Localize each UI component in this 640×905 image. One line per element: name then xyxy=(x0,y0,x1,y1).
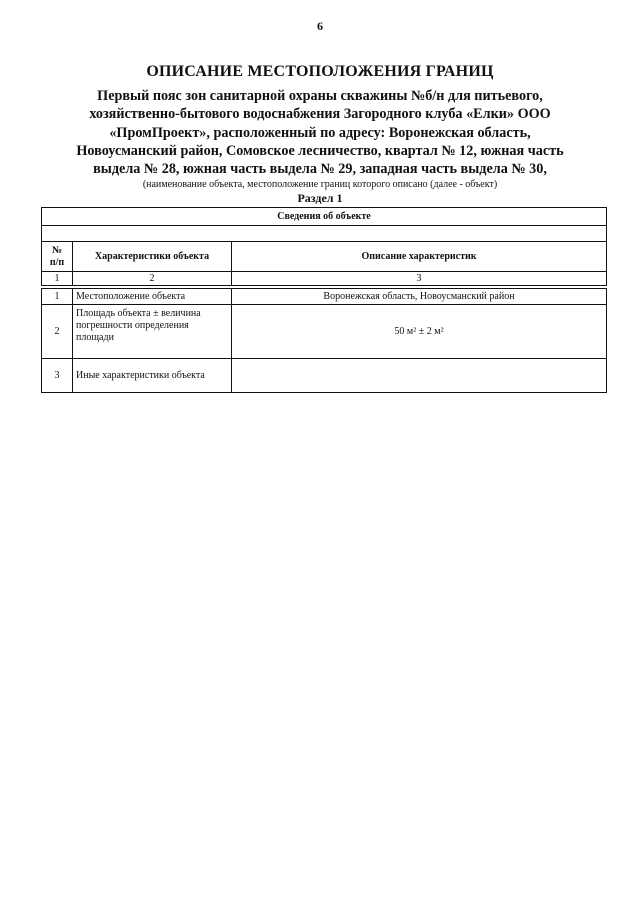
table-row xyxy=(42,305,607,359)
row-characteristic: Иные характеристики объекта xyxy=(73,359,232,393)
header-num: № п/п xyxy=(42,242,73,272)
row-num: 2 xyxy=(42,305,73,359)
table-spacer-row xyxy=(42,226,607,242)
header-description: Описание характеристик xyxy=(232,242,607,272)
row-description xyxy=(232,359,607,393)
column-number: 2 xyxy=(73,272,232,286)
section-title: Раздел 1 xyxy=(297,191,343,205)
object-name-line: Новоусманский район, Сомовское лесничество, квартал № 12, южная часть xyxy=(76,142,564,159)
table-caption: Сведения об объекте xyxy=(42,208,607,226)
page-number: 6 xyxy=(317,19,323,33)
object-info-table xyxy=(41,207,607,393)
row-characteristic: Площадь объекта ± величина погрешности определения площади xyxy=(73,305,232,359)
row-description: Воронежская область, Новоусманский район xyxy=(232,289,607,305)
header-characteristics: Характеристики объекта xyxy=(73,242,232,272)
column-number: 3 xyxy=(232,272,607,286)
object-name-line: хозяйственно-бытового водоснабжения Загородного клуба «Елки» ООО xyxy=(89,106,551,123)
table-row xyxy=(42,359,607,393)
row-num: 3 xyxy=(42,359,73,393)
object-name-line: «ПромПроект», расположенный по адресу: Воронежская область, xyxy=(109,124,531,141)
table-row xyxy=(42,289,607,305)
row-num: 1 xyxy=(42,289,73,305)
column-number: 1 xyxy=(42,272,73,286)
row-characteristic: Местоположение объекта xyxy=(73,289,232,305)
object-name xyxy=(40,87,600,178)
row-description: 50 м² ± 2 м² xyxy=(232,305,607,359)
object-name-line: выдела № 28, южная часть выдела № 29, западная часть выдела № 30, xyxy=(93,161,547,178)
object-name-line: Первый пояс зон санитарной охраны скважины №б/н для питьевого, xyxy=(97,88,543,104)
document-title: ОПИСАНИЕ МЕСТОПОЛОЖЕНИЯ ГРАНИЦ xyxy=(146,63,494,80)
object-caption: (наименование объекта, местоположение границ которого описано (далее - объект) xyxy=(142,179,498,190)
